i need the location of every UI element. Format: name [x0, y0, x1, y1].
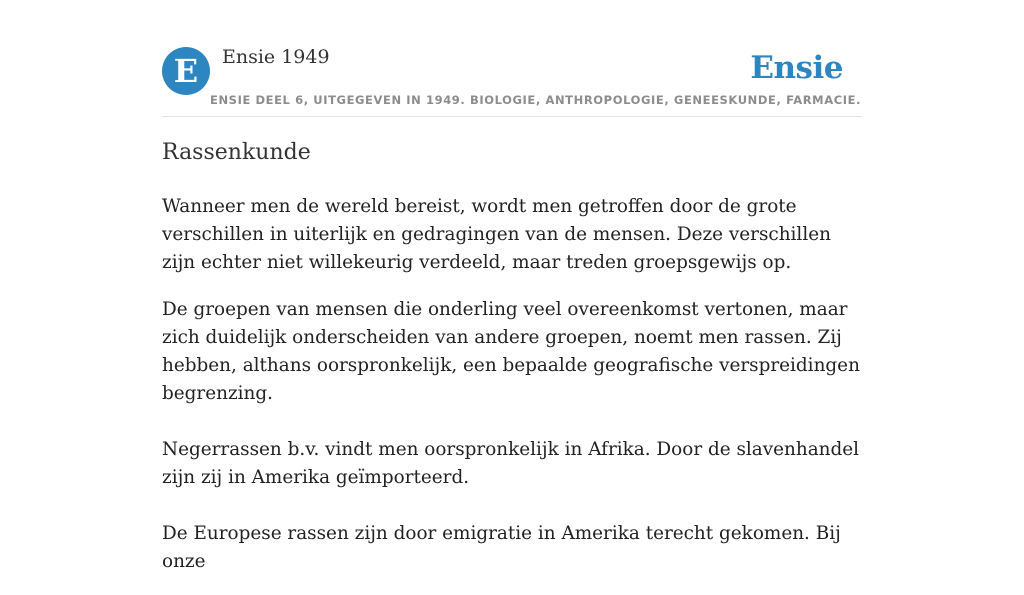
site-header	[162, 0, 862, 117]
article-paragraph: Wanneer men de wereld bereist, wordt men getroffen door de grote verschillen in uiterlijk en gedragingen van de mensen. Deze verschillen zijn echter niet willekeurig verdeeld, maar treden groepsgewijs op.	[162, 196, 831, 273]
article-paragraph: De groepen van mensen die onderling veel overeenkomst vertonen, maar zich duidelijk onderscheiden van andere groepen, noemt men rassen. Zij hebben, althans oorspronkelijk, een bepaalde geografische verspreidingen begrenzing.	[162, 299, 860, 404]
article-paragraph: De Europese rassen zijn door emigratie in Amerika terecht gekomen. Bij onze	[162, 523, 841, 572]
brand-logo[interactable]: Ensie	[750, 50, 843, 86]
article-title: Rassenkunde	[162, 140, 311, 165]
site-title[interactable]: Ensie 1949	[222, 46, 330, 68]
site-logo[interactable]: E	[162, 47, 210, 95]
page-container	[162, 0, 862, 572]
article-paragraph: Negerrassen b.v. vindt men oorspronkelijk in Afrika. Door de slavenhandel zijn zij in Amerika geïmporteerd.	[162, 439, 860, 488]
article-body	[162, 193, 868, 595]
site-subtitle: ENSIE DEEL 6, UITGEGEVEN IN 1949. BIOLOGIE, ANTHROPOLOGIE, GENEESKUNDE, FARMACIE.	[210, 93, 862, 107]
